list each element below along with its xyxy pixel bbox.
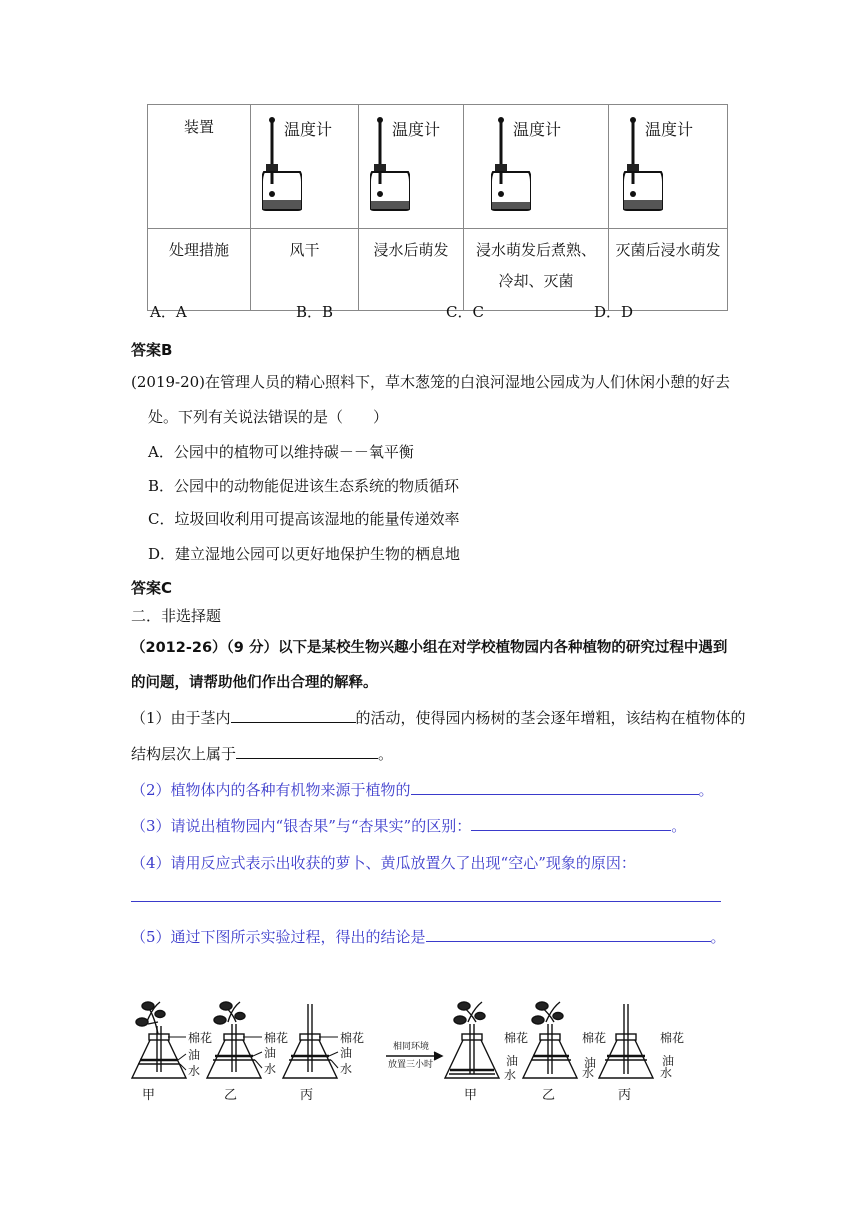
answer-blank[interactable] xyxy=(471,815,671,831)
q2-stem-line1: (2019-20)在管理人员的精心照料下，草木葱笼的白浪河湿地公园成为人们休闲小憩的好去 xyxy=(131,373,731,391)
section-title: 二．非选择题 xyxy=(131,607,222,625)
option-d[interactable]: D．D xyxy=(594,303,634,321)
thermometer-label: 温度计 xyxy=(513,120,562,139)
q2-option-a[interactable]: A．公园中的植物可以维持碳－－氧平衡 xyxy=(148,443,414,461)
q3-part4: （4）请用反应式表示出收获的萝卜、黄瓜放置久了出现“空心”现象的原因： xyxy=(131,854,636,872)
thermometer-jar-icon xyxy=(481,106,591,216)
thermometer-label: 温度计 xyxy=(392,120,441,139)
answer-1: 答案B xyxy=(131,341,173,359)
q2-option-c[interactable]: C．垃圾回收利用可提高该湿地的能量传递效率 xyxy=(148,510,460,528)
answer-blank[interactable] xyxy=(411,779,699,795)
device-cell-a xyxy=(251,105,359,229)
thermometer-label: 温度计 xyxy=(645,120,694,139)
table-row-label-treatment: 处理措施 xyxy=(148,229,251,311)
q3-part2: （2）植物体内的各种有机物来源于植物的 。 xyxy=(131,781,714,799)
treatment-cell: 风干 xyxy=(251,229,359,311)
q3-part1-line1: （1）由于茎内 的活动，使得园内杨树的茎会逐年增粗，该结构在植物体的 xyxy=(131,709,746,727)
device-cell-d xyxy=(609,105,728,229)
q2-stem-line2: 处。下列有关说法错误的是（ ） xyxy=(148,408,389,426)
thermometer-jar-icon xyxy=(252,106,362,216)
option-a[interactable]: A．A xyxy=(150,303,187,321)
thermometer-jar-icon xyxy=(360,106,470,216)
device-cell-b xyxy=(359,105,464,229)
option-b[interactable]: B．B xyxy=(296,303,334,321)
treatment-cell: 浸水后萌发 xyxy=(359,229,464,311)
answer-blank[interactable] xyxy=(236,743,378,759)
answer-2: 答案C xyxy=(131,579,173,597)
q3-part3: （3）请说出植物园内“银杏果”与“杏果实”的区别： 。 xyxy=(131,817,687,835)
answer-line[interactable] xyxy=(131,901,721,902)
experiment-table xyxy=(147,104,728,311)
q2-option-b[interactable]: B．公园中的动物能促进该生态系统的物质循环 xyxy=(148,477,460,495)
treatment-cell: 灭菌后浸水萌发 xyxy=(609,229,728,311)
option-c[interactable]: C．C xyxy=(446,303,484,321)
q3-part1-line2: 结构层次上属于 。 xyxy=(131,745,394,763)
treatment-cell: 浸水萌发后煮熟、冷却、灭菌 xyxy=(464,229,609,311)
device-cell-c xyxy=(464,105,609,229)
q3-stem-line1: （2012-26）（9 分）以下是某校生物兴趣小组在对学校植物园内各种植物的研究过程中遇到 xyxy=(131,640,728,656)
q2-option-d[interactable]: D．建立湿地公园可以更好地保护生物的栖息地 xyxy=(148,545,461,563)
thermometer-label: 温度计 xyxy=(284,120,333,139)
answer-blank[interactable] xyxy=(231,707,356,723)
thermometer-jar-icon xyxy=(613,106,723,216)
q3-part5: （5）通过下图所示实验过程，得出的结论是 。 xyxy=(131,928,726,946)
answer-blank[interactable] xyxy=(426,926,711,942)
q3-stem-line2: 的问题，请帮助他们作出合理的解释。 xyxy=(131,675,378,691)
table-row-label-device: 装置 xyxy=(148,105,251,229)
experiment-figure: 棉花 油 水 棉花 油 水 棉花 油 水 相同环境 放置三小时 棉花 油 水 棉花 油 水 棉花 油 水 甲 乙 丙 甲 乙 丙 xyxy=(128,994,698,1104)
